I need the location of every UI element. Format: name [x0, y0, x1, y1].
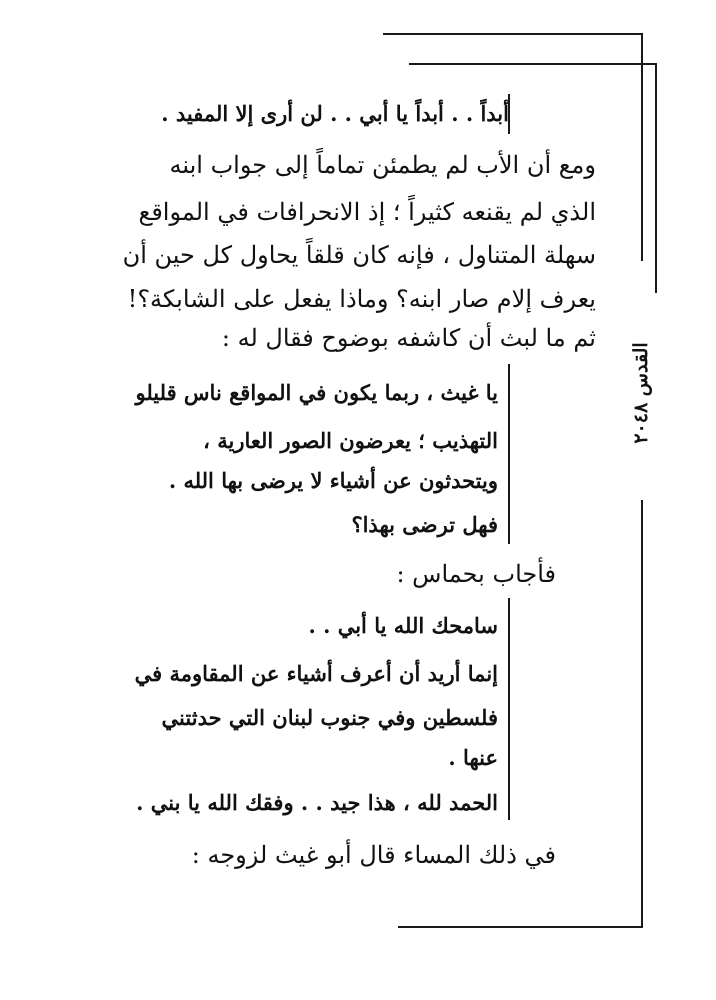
quote-line-5: سامحك الله يا أبي . . — [308, 613, 498, 638]
quote-line-2: التهذيب ؛ يعرضون الصور العارية ، — [203, 428, 498, 453]
frame-right-inner — [655, 63, 657, 293]
narration-line-7: في ذلك المساء قال أبو غيث لزوجه : — [191, 841, 556, 869]
narration-line-1: ومع أن الأب لم يطمئن تماماً إلى جواب ابنه — [169, 151, 596, 179]
narration-line-2: الذي لم يقنعه كثيراً ؛ إذ الانحرافات في المواقع — [138, 198, 596, 226]
running-header-text: القدس ٢٠٤٨ — [630, 342, 652, 444]
quote-line-1: يا غيث ، ربما يكون في المواقع ناس قليلو — [135, 380, 498, 405]
narration-line-4: يعرف إلام صار ابنه؟ وماذا يفعل على الشابكة؟! — [127, 285, 596, 313]
quote-bar-3 — [508, 598, 510, 778]
frame-bottom — [398, 926, 643, 928]
quote-line-6: إنما أريد أن أعرف أشياء عن المقاومة في — [134, 661, 498, 686]
quote-line-7: فلسطين وفي جنوب لبنان التي حدثتني — [161, 705, 498, 730]
narration-line-6: فأجاب بحماس : — [396, 560, 556, 588]
dialogue-line-1: أبداً . . أبداً يا أبي . . لن أرى إلا المفيد . — [161, 101, 509, 126]
quote-line-9: الحمد لله ، هذا جيد . . وفقك الله يا بني . — [136, 790, 498, 815]
quote-line-8: عنها . — [448, 745, 498, 770]
quote-line-4: فهل ترضى بهذا؟ — [351, 512, 498, 537]
narration-line-3: سهلة المتناول ، فإنه كان قلقاً يحاول كل حين أن — [122, 241, 596, 269]
quote-bar-4 — [508, 778, 510, 820]
frame-right-lower — [641, 500, 643, 928]
narration-line-5: ثم ما لبث أن كاشفه بوضوح فقال له : — [221, 324, 596, 352]
running-header — [618, 318, 664, 468]
quote-bar-2 — [508, 364, 510, 544]
frame-right-outer — [641, 33, 643, 261]
quote-line-3: ويتحدثون عن أشياء لا يرضى بها الله . — [168, 468, 498, 493]
frame-top-outer — [383, 33, 643, 35]
frame-top-inner — [409, 63, 657, 65]
